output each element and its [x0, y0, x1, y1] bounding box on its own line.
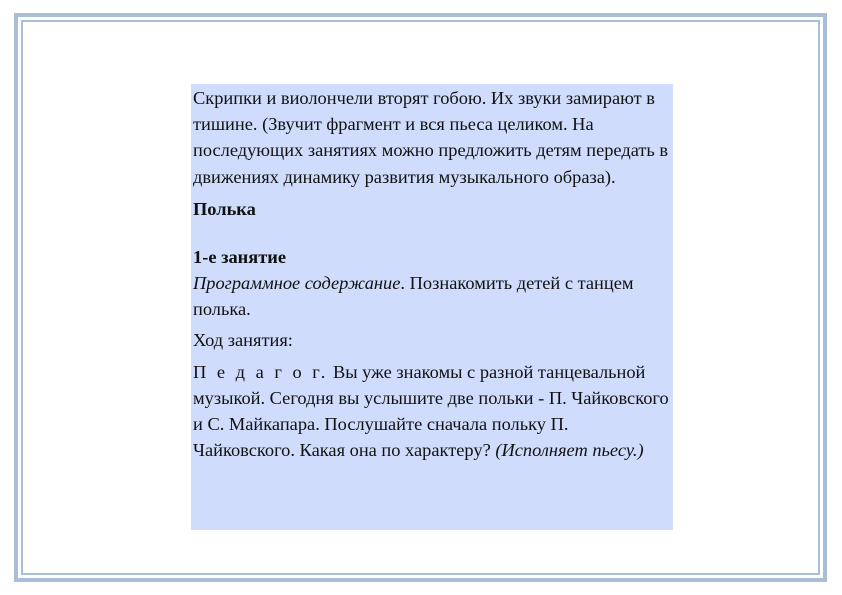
section-heading: Полька: [193, 198, 256, 219]
course-label: Ход занятия:: [193, 329, 293, 350]
program-label: Программное содержание: [193, 273, 401, 294]
lesson-title: 1-е занятие: [193, 247, 287, 268]
speech-paragraph: [193, 359, 671, 464]
speech-text: Вы уже знакомы с разной танцевальной музыкой. Сегодня вы услышите две польки - П. Чайковского и С. Майкапара. Послушайте сначала польку П. Чайковского. Какая она по характеру?: [193, 361, 669, 461]
text-block: [191, 84, 673, 530]
blank-line: [193, 222, 671, 244]
stage-direction: (Исполняет пьесу.): [495, 440, 644, 461]
program-text: . Познакомить детей с танцем полька.: [193, 273, 634, 320]
program-paragraph: [193, 270, 671, 322]
intro-paragraph: Скрипки и виолончели вторят гобою. Их звуки замирают в тишине. (Звучит фрагмент и вся пьеса целиком. На последующих занятиях можно предложить детям передать в движениях динамику развития музыкального образа).: [193, 88, 669, 187]
speaker-label: П е д а г о г.: [193, 361, 329, 382]
